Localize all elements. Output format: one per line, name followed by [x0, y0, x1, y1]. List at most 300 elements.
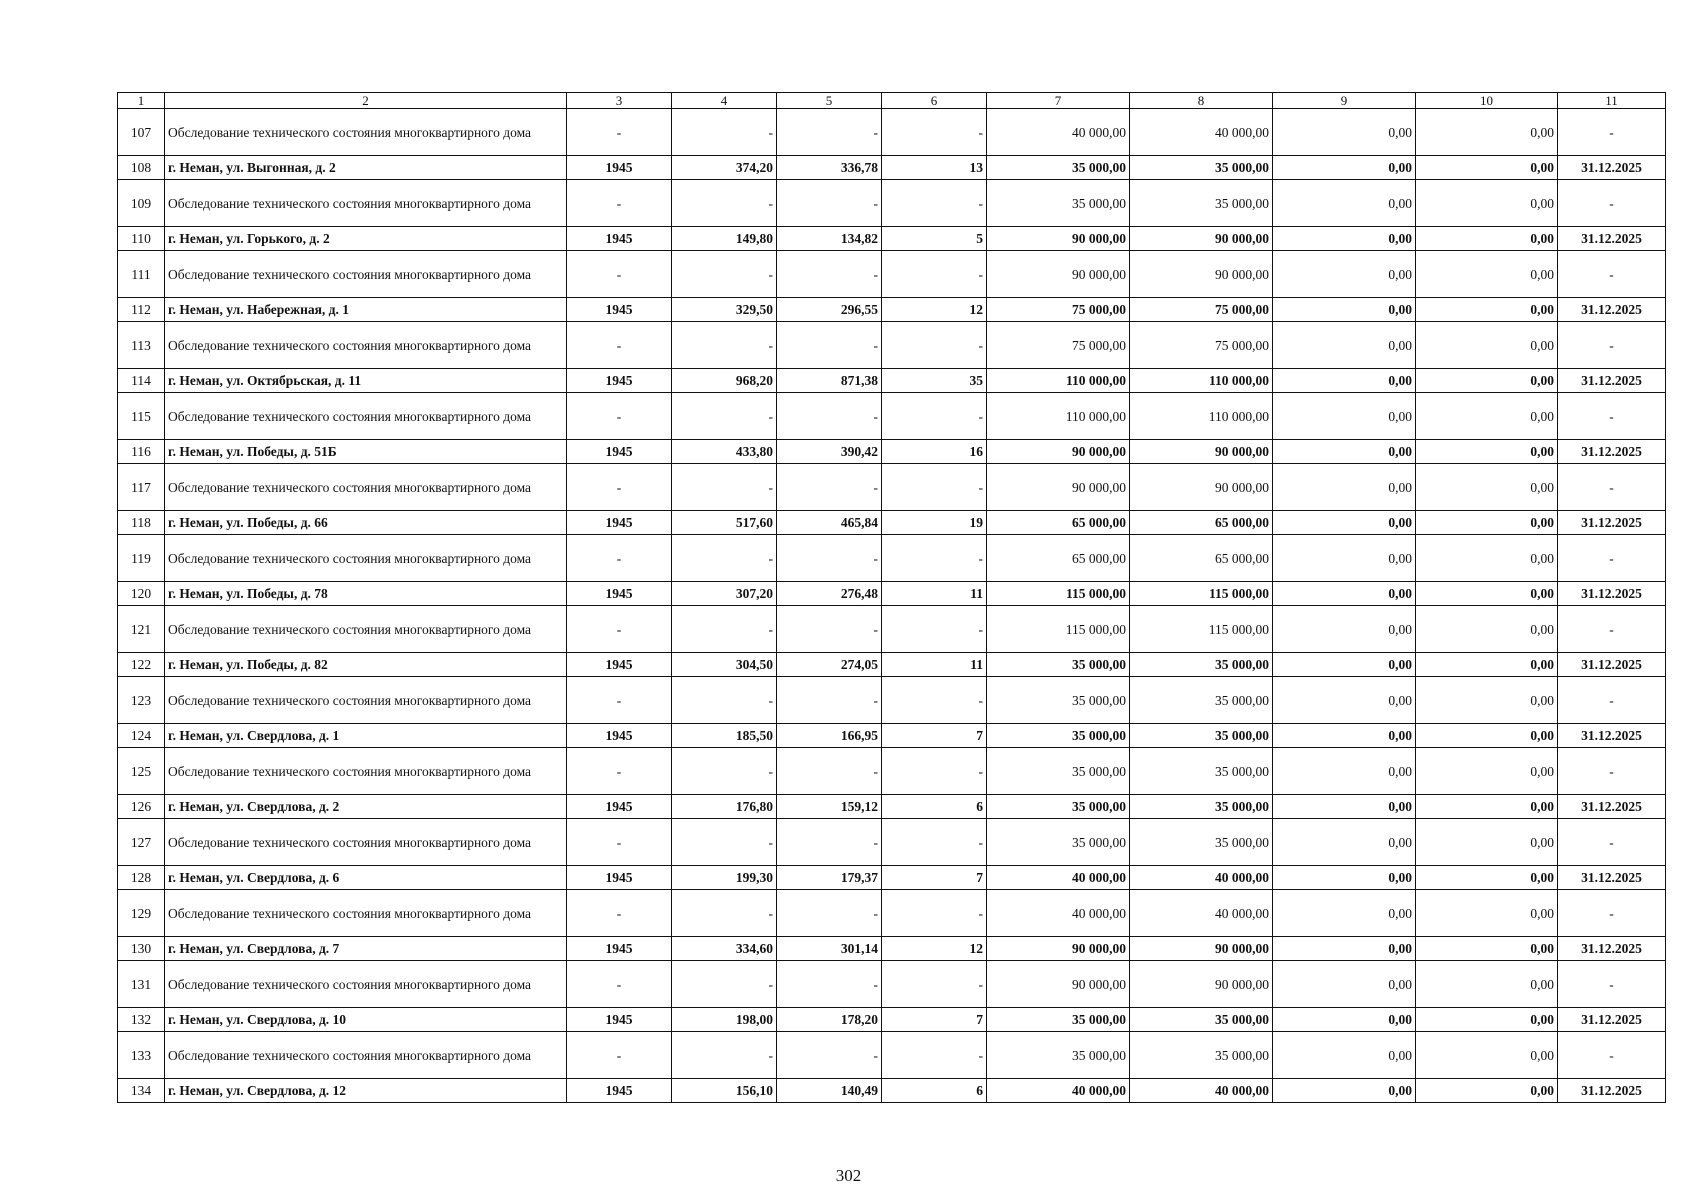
description-cell: Обследование технического состояния многоквартирного дома	[165, 393, 567, 440]
description-cell: Обследование технического состояния многоквартирного дома	[165, 961, 567, 1008]
cost-other-cell: 0,00	[1416, 606, 1558, 653]
description-cell: г. Неман, ул. Победы, д. 66	[165, 511, 567, 535]
cost-total-cell: 75 000,00	[987, 298, 1130, 322]
area-living-cell: 179,37	[777, 866, 882, 890]
description-cell: Обследование технического состояния многоквартирного дома	[165, 322, 567, 369]
residents-cell: 6	[882, 795, 987, 819]
cost-total-cell: 35 000,00	[987, 653, 1130, 677]
cost-total-cell: 35 000,00	[987, 1032, 1130, 1079]
work-row	[118, 961, 1666, 1008]
row-number-cell: 112	[118, 298, 165, 322]
area-living-cell: 276,48	[777, 582, 882, 606]
cost-total-cell: 90 000,00	[987, 227, 1130, 251]
cost-total-cell: 40 000,00	[987, 866, 1130, 890]
cost-budget-cell: 0,00	[1273, 393, 1416, 440]
cost-fund-cell: 90 000,00	[1130, 464, 1273, 511]
description-cell: Обследование технического состояния многоквартирного дома	[165, 606, 567, 653]
row-number-cell: 131	[118, 961, 165, 1008]
row-number-cell: 111	[118, 251, 165, 298]
cost-total-cell: 65 000,00	[987, 511, 1130, 535]
residents-cell: 7	[882, 724, 987, 748]
cost-fund-cell: 35 000,00	[1130, 795, 1273, 819]
area-living-cell: 390,42	[777, 440, 882, 464]
row-number-cell: 108	[118, 156, 165, 180]
work-row	[118, 890, 1666, 937]
cost-budget-cell: 0,00	[1273, 227, 1416, 251]
deadline-cell: -	[1558, 819, 1666, 866]
cost-fund-cell: 35 000,00	[1130, 819, 1273, 866]
header-cell: 3	[567, 93, 672, 109]
area-living-cell: -	[777, 180, 882, 227]
area-total-cell: -	[672, 393, 777, 440]
cost-budget-cell: 0,00	[1273, 582, 1416, 606]
area-total-cell: 329,50	[672, 298, 777, 322]
deadline-cell: -	[1558, 464, 1666, 511]
area-total-cell: -	[672, 1032, 777, 1079]
row-number-cell: 110	[118, 227, 165, 251]
year-cell: 1945	[567, 156, 672, 180]
cost-total-cell: 40 000,00	[987, 890, 1130, 937]
header-cell: 6	[882, 93, 987, 109]
cost-fund-cell: 40 000,00	[1130, 890, 1273, 937]
cost-budget-cell: 0,00	[1273, 535, 1416, 582]
row-number-cell: 109	[118, 180, 165, 227]
area-living-cell: -	[777, 606, 882, 653]
cost-budget-cell: 0,00	[1273, 606, 1416, 653]
row-number-cell: 116	[118, 440, 165, 464]
residents-cell: -	[882, 251, 987, 298]
cost-budget-cell: 0,00	[1273, 724, 1416, 748]
cost-other-cell: 0,00	[1416, 937, 1558, 961]
cost-total-cell: 90 000,00	[987, 464, 1130, 511]
description-cell: г. Неман, ул. Победы, д. 51Б	[165, 440, 567, 464]
description-cell: Обследование технического состояния многоквартирного дома	[165, 890, 567, 937]
row-number-cell: 117	[118, 464, 165, 511]
cost-budget-cell: 0,00	[1273, 961, 1416, 1008]
description-cell: Обследование технического состояния многоквартирного дома	[165, 819, 567, 866]
cost-other-cell: 0,00	[1416, 795, 1558, 819]
cost-total-cell: 40 000,00	[987, 109, 1130, 156]
header-cell: 11	[1558, 93, 1666, 109]
deadline-cell: -	[1558, 393, 1666, 440]
work-row	[118, 464, 1666, 511]
deadline-cell: 31.12.2025	[1558, 1079, 1666, 1103]
year-cell: 1945	[567, 440, 672, 464]
residents-cell: 12	[882, 937, 987, 961]
row-number-cell: 127	[118, 819, 165, 866]
residents-cell: -	[882, 535, 987, 582]
cost-total-cell: 75 000,00	[987, 322, 1130, 369]
address-row	[118, 298, 1666, 322]
cost-other-cell: 0,00	[1416, 393, 1558, 440]
year-cell: 1945	[567, 1079, 672, 1103]
deadline-cell: -	[1558, 251, 1666, 298]
cost-total-cell: 110 000,00	[987, 393, 1130, 440]
row-number-cell: 120	[118, 582, 165, 606]
cost-budget-cell: 0,00	[1273, 109, 1416, 156]
deadline-cell: 31.12.2025	[1558, 866, 1666, 890]
residents-cell: -	[882, 890, 987, 937]
year-cell: -	[567, 1032, 672, 1079]
year-cell: 1945	[567, 866, 672, 890]
description-cell: г. Неман, ул. Свердлова, д. 7	[165, 937, 567, 961]
deadline-cell: -	[1558, 535, 1666, 582]
row-number-cell: 125	[118, 748, 165, 795]
description-cell: Обследование технического состояния многоквартирного дома	[165, 1032, 567, 1079]
area-living-cell: 871,38	[777, 369, 882, 393]
row-number-cell: 119	[118, 535, 165, 582]
cost-total-cell: 90 000,00	[987, 440, 1130, 464]
header-cell: 10	[1416, 93, 1558, 109]
area-total-cell: -	[672, 464, 777, 511]
cost-fund-cell: 90 000,00	[1130, 227, 1273, 251]
cost-fund-cell: 35 000,00	[1130, 748, 1273, 795]
area-total-cell: 307,20	[672, 582, 777, 606]
cost-other-cell: 0,00	[1416, 369, 1558, 393]
row-number-cell: 129	[118, 890, 165, 937]
cost-other-cell: 0,00	[1416, 227, 1558, 251]
residents-cell: -	[882, 109, 987, 156]
description-cell: г. Неман, ул. Набережная, д. 1	[165, 298, 567, 322]
description-cell: г. Неман, ул. Свердлова, д. 6	[165, 866, 567, 890]
work-row	[118, 677, 1666, 724]
area-total-cell: 198,00	[672, 1008, 777, 1032]
cost-budget-cell: 0,00	[1273, 748, 1416, 795]
residents-cell: 7	[882, 866, 987, 890]
area-living-cell: -	[777, 1032, 882, 1079]
cost-other-cell: 0,00	[1416, 890, 1558, 937]
description-cell: г. Неман, ул. Свердлова, д. 12	[165, 1079, 567, 1103]
cost-fund-cell: 90 000,00	[1130, 937, 1273, 961]
address-row	[118, 440, 1666, 464]
cost-fund-cell: 65 000,00	[1130, 511, 1273, 535]
cost-fund-cell: 35 000,00	[1130, 156, 1273, 180]
cost-other-cell: 0,00	[1416, 298, 1558, 322]
area-living-cell: -	[777, 535, 882, 582]
area-total-cell: 374,20	[672, 156, 777, 180]
cost-other-cell: 0,00	[1416, 440, 1558, 464]
deadline-cell: -	[1558, 180, 1666, 227]
row-number-cell: 134	[118, 1079, 165, 1103]
cost-budget-cell: 0,00	[1273, 677, 1416, 724]
deadline-cell: -	[1558, 606, 1666, 653]
cost-total-cell: 35 000,00	[987, 156, 1130, 180]
residents-cell: 19	[882, 511, 987, 535]
row-number-cell: 118	[118, 511, 165, 535]
row-number-cell: 133	[118, 1032, 165, 1079]
area-total-cell: 334,60	[672, 937, 777, 961]
year-cell: -	[567, 393, 672, 440]
area-living-cell: 274,05	[777, 653, 882, 677]
address-row	[118, 1079, 1666, 1103]
description-cell: г. Неман, ул. Свердлова, д. 10	[165, 1008, 567, 1032]
area-living-cell: -	[777, 251, 882, 298]
area-total-cell: -	[672, 606, 777, 653]
area-total-cell: -	[672, 535, 777, 582]
deadline-cell: 31.12.2025	[1558, 795, 1666, 819]
cost-other-cell: 0,00	[1416, 653, 1558, 677]
cost-fund-cell: 35 000,00	[1130, 1008, 1273, 1032]
cost-other-cell: 0,00	[1416, 724, 1558, 748]
year-cell: -	[567, 322, 672, 369]
area-total-cell: -	[672, 677, 777, 724]
deadline-cell: -	[1558, 890, 1666, 937]
cost-budget-cell: 0,00	[1273, 1079, 1416, 1103]
year-cell: 1945	[567, 653, 672, 677]
deadline-cell: 31.12.2025	[1558, 937, 1666, 961]
area-living-cell: 134,82	[777, 227, 882, 251]
description-cell: г. Неман, ул. Выгонная, д. 2	[165, 156, 567, 180]
row-number-cell: 123	[118, 677, 165, 724]
area-total-cell: -	[672, 180, 777, 227]
year-cell: -	[567, 606, 672, 653]
cost-fund-cell: 90 000,00	[1130, 251, 1273, 298]
cost-budget-cell: 0,00	[1273, 653, 1416, 677]
cost-budget-cell: 0,00	[1273, 937, 1416, 961]
residents-cell: -	[882, 322, 987, 369]
deadline-cell: 31.12.2025	[1558, 440, 1666, 464]
description-cell: г. Неман, ул. Горького, д. 2	[165, 227, 567, 251]
address-row	[118, 227, 1666, 251]
cost-fund-cell: 75 000,00	[1130, 322, 1273, 369]
year-cell: 1945	[567, 937, 672, 961]
cost-budget-cell: 0,00	[1273, 156, 1416, 180]
cost-budget-cell: 0,00	[1273, 251, 1416, 298]
description-cell: Обследование технического состояния многоквартирного дома	[165, 535, 567, 582]
cost-budget-cell: 0,00	[1273, 440, 1416, 464]
cost-fund-cell: 90 000,00	[1130, 440, 1273, 464]
header-cell: 7	[987, 93, 1130, 109]
residents-cell: -	[882, 677, 987, 724]
year-cell: 1945	[567, 582, 672, 606]
year-cell: -	[567, 535, 672, 582]
address-row	[118, 156, 1666, 180]
area-total-cell: 156,10	[672, 1079, 777, 1103]
year-cell: 1945	[567, 369, 672, 393]
description-cell: г. Неман, ул. Победы, д. 82	[165, 653, 567, 677]
year-cell: -	[567, 109, 672, 156]
year-cell: -	[567, 180, 672, 227]
year-cell: -	[567, 961, 672, 1008]
residents-cell: -	[882, 393, 987, 440]
work-row	[118, 109, 1666, 156]
residents-cell: -	[882, 819, 987, 866]
residents-cell: 5	[882, 227, 987, 251]
header-cell: 4	[672, 93, 777, 109]
cost-other-cell: 0,00	[1416, 582, 1558, 606]
area-living-cell: -	[777, 322, 882, 369]
description-cell: Обследование технического состояния многоквартирного дома	[165, 251, 567, 298]
cost-total-cell: 115 000,00	[987, 606, 1130, 653]
description-cell: Обследование технического состояния многоквартирного дома	[165, 748, 567, 795]
cost-budget-cell: 0,00	[1273, 511, 1416, 535]
area-total-cell: -	[672, 961, 777, 1008]
area-living-cell: 336,78	[777, 156, 882, 180]
deadline-cell: 31.12.2025	[1558, 653, 1666, 677]
work-row	[118, 535, 1666, 582]
header-cell: 8	[1130, 93, 1273, 109]
work-row	[118, 180, 1666, 227]
row-number-cell: 132	[118, 1008, 165, 1032]
address-row	[118, 724, 1666, 748]
deadline-cell: -	[1558, 961, 1666, 1008]
area-total-cell: -	[672, 819, 777, 866]
cost-total-cell: 65 000,00	[987, 535, 1130, 582]
cost-fund-cell: 65 000,00	[1130, 535, 1273, 582]
row-number-cell: 121	[118, 606, 165, 653]
cost-other-cell: 0,00	[1416, 866, 1558, 890]
cost-other-cell: 0,00	[1416, 677, 1558, 724]
cost-other-cell: 0,00	[1416, 961, 1558, 1008]
area-living-cell: 465,84	[777, 511, 882, 535]
cost-fund-cell: 35 000,00	[1130, 1032, 1273, 1079]
deadline-cell: 31.12.2025	[1558, 582, 1666, 606]
area-total-cell: -	[672, 109, 777, 156]
description-cell: Обследование технического состояния многоквартирного дома	[165, 677, 567, 724]
cost-budget-cell: 0,00	[1273, 819, 1416, 866]
area-total-cell: 199,30	[672, 866, 777, 890]
cost-budget-cell: 0,00	[1273, 1032, 1416, 1079]
area-living-cell: -	[777, 819, 882, 866]
cost-fund-cell: 35 000,00	[1130, 724, 1273, 748]
year-cell: 1945	[567, 511, 672, 535]
area-total-cell: -	[672, 890, 777, 937]
header-cell: 2	[165, 93, 567, 109]
cost-fund-cell: 40 000,00	[1130, 1079, 1273, 1103]
area-living-cell: 178,20	[777, 1008, 882, 1032]
year-cell: 1945	[567, 724, 672, 748]
cost-fund-cell: 115 000,00	[1130, 582, 1273, 606]
residents-cell: -	[882, 464, 987, 511]
description-cell: г. Неман, ул. Октябрьская, д. 11	[165, 369, 567, 393]
cost-total-cell: 110 000,00	[987, 369, 1130, 393]
area-total-cell: 304,50	[672, 653, 777, 677]
repair-plan-table	[117, 92, 1666, 1103]
cost-fund-cell: 75 000,00	[1130, 298, 1273, 322]
residents-cell: 11	[882, 582, 987, 606]
residents-cell: 7	[882, 1008, 987, 1032]
work-row	[118, 1032, 1666, 1079]
cost-total-cell: 35 000,00	[987, 795, 1130, 819]
cost-total-cell: 35 000,00	[987, 677, 1130, 724]
cost-total-cell: 35 000,00	[987, 180, 1130, 227]
header-cell: 1	[118, 93, 165, 109]
deadline-cell: -	[1558, 748, 1666, 795]
row-number-cell: 128	[118, 866, 165, 890]
area-living-cell: -	[777, 464, 882, 511]
deadline-cell: -	[1558, 322, 1666, 369]
cost-fund-cell: 35 000,00	[1130, 677, 1273, 724]
document-sheet	[117, 92, 1665, 1103]
cost-other-cell: 0,00	[1416, 322, 1558, 369]
area-living-cell: 166,95	[777, 724, 882, 748]
work-row	[118, 251, 1666, 298]
area-living-cell: 296,55	[777, 298, 882, 322]
residents-cell: -	[882, 961, 987, 1008]
cost-other-cell: 0,00	[1416, 1008, 1558, 1032]
residents-cell: 35	[882, 369, 987, 393]
row-number-cell: 114	[118, 369, 165, 393]
deadline-cell: -	[1558, 109, 1666, 156]
deadline-cell: -	[1558, 1032, 1666, 1079]
cost-other-cell: 0,00	[1416, 156, 1558, 180]
row-number-cell: 115	[118, 393, 165, 440]
year-cell: -	[567, 464, 672, 511]
cost-total-cell: 40 000,00	[987, 1079, 1130, 1103]
cost-budget-cell: 0,00	[1273, 890, 1416, 937]
year-cell: 1945	[567, 227, 672, 251]
cost-other-cell: 0,00	[1416, 1032, 1558, 1079]
cost-fund-cell: 110 000,00	[1130, 369, 1273, 393]
description-cell: г. Неман, ул. Свердлова, д. 1	[165, 724, 567, 748]
area-living-cell: 301,14	[777, 937, 882, 961]
cost-total-cell: 35 000,00	[987, 724, 1130, 748]
cost-total-cell: 90 000,00	[987, 961, 1130, 1008]
cost-total-cell: 90 000,00	[987, 937, 1130, 961]
work-row	[118, 322, 1666, 369]
cost-other-cell: 0,00	[1416, 180, 1558, 227]
row-number-cell: 126	[118, 795, 165, 819]
cost-other-cell: 0,00	[1416, 748, 1558, 795]
cost-other-cell: 0,00	[1416, 109, 1558, 156]
cost-other-cell: 0,00	[1416, 464, 1558, 511]
address-row	[118, 866, 1666, 890]
cost-budget-cell: 0,00	[1273, 866, 1416, 890]
deadline-cell: 31.12.2025	[1558, 724, 1666, 748]
description-cell: Обследование технического состояния многоквартирного дома	[165, 464, 567, 511]
cost-fund-cell: 35 000,00	[1130, 180, 1273, 227]
address-row	[118, 369, 1666, 393]
address-row	[118, 1008, 1666, 1032]
cost-other-cell: 0,00	[1416, 819, 1558, 866]
residents-cell: 11	[882, 653, 987, 677]
area-living-cell: -	[777, 393, 882, 440]
year-cell: -	[567, 677, 672, 724]
row-number-cell: 107	[118, 109, 165, 156]
year-cell: -	[567, 748, 672, 795]
deadline-cell: 31.12.2025	[1558, 298, 1666, 322]
year-cell: -	[567, 251, 672, 298]
area-total-cell: 517,60	[672, 511, 777, 535]
area-living-cell: -	[777, 748, 882, 795]
year-cell: 1945	[567, 298, 672, 322]
cost-fund-cell: 40 000,00	[1130, 866, 1273, 890]
address-row	[118, 937, 1666, 961]
cost-other-cell: 0,00	[1416, 1079, 1558, 1103]
cost-budget-cell: 0,00	[1273, 369, 1416, 393]
year-cell: 1945	[567, 795, 672, 819]
cost-total-cell: 35 000,00	[987, 1008, 1130, 1032]
work-row	[118, 748, 1666, 795]
cost-other-cell: 0,00	[1416, 511, 1558, 535]
work-row	[118, 819, 1666, 866]
cost-total-cell: 35 000,00	[987, 748, 1130, 795]
row-number-cell: 124	[118, 724, 165, 748]
cost-fund-cell: 115 000,00	[1130, 606, 1273, 653]
header-cell: 5	[777, 93, 882, 109]
area-total-cell: 176,80	[672, 795, 777, 819]
deadline-cell: -	[1558, 677, 1666, 724]
area-living-cell: -	[777, 890, 882, 937]
cost-total-cell: 90 000,00	[987, 251, 1130, 298]
year-cell: -	[567, 890, 672, 937]
area-living-cell: 140,49	[777, 1079, 882, 1103]
cost-budget-cell: 0,00	[1273, 322, 1416, 369]
residents-cell: -	[882, 1032, 987, 1079]
work-row	[118, 393, 1666, 440]
area-total-cell: -	[672, 322, 777, 369]
description-cell: Обследование технического состояния многоквартирного дома	[165, 109, 567, 156]
